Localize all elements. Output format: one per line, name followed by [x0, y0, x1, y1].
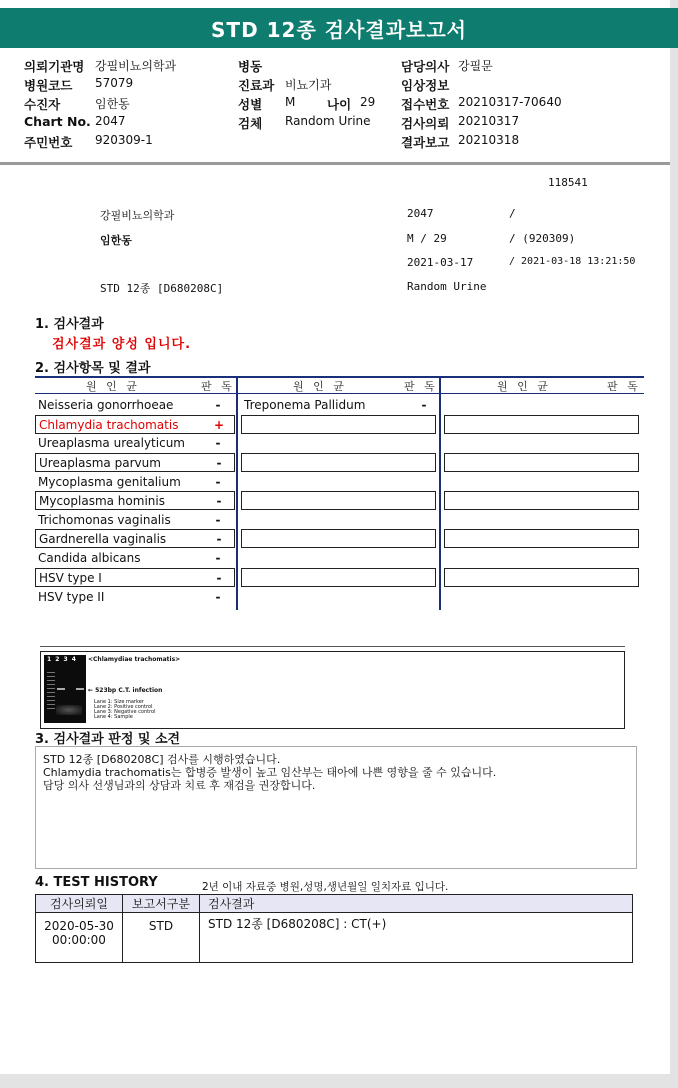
header-value: 57079	[95, 76, 134, 90]
organism-row	[35, 491, 235, 510]
organism-row	[35, 434, 235, 453]
organism-row	[241, 396, 436, 415]
primer-dimer-glow	[56, 705, 82, 715]
gel-legend-item: Lane 4: Sample	[94, 714, 133, 720]
organism-name: HSV type II	[38, 590, 105, 604]
header-label: 의뢰기관명	[24, 59, 85, 74]
organism-name: Treponema Pallidum	[244, 398, 366, 412]
section-items-title: 2. 검사항목 및 결과	[35, 361, 151, 376]
organism-result: -	[215, 551, 221, 565]
scrollbar-strip	[670, 0, 678, 1088]
organism-name: Mycoplasma hominis	[39, 494, 165, 508]
empty-result-cell	[444, 491, 639, 510]
organism-row	[35, 529, 235, 548]
organism-name: Ureaplasma urealyticum	[38, 436, 185, 450]
info-birth: / (920309)	[509, 232, 576, 245]
header-value: Random Urine	[285, 114, 371, 128]
header-value: 강필문	[458, 59, 493, 73]
organism-result: -	[216, 456, 222, 470]
history-type: STD	[123, 913, 200, 963]
gel-electrophoresis-image	[44, 655, 86, 723]
history-note: 2년 이내 자료중 병원,성명,생년월일 일치자료 입니다.	[202, 881, 449, 893]
history-time: 00:00:00	[52, 933, 106, 947]
header-value: 2047	[95, 114, 126, 128]
header-label: 주민번호	[24, 135, 73, 150]
header-label: 결과보고	[401, 135, 450, 150]
organism-row	[35, 396, 235, 415]
history-header-date: 검사의뢰일	[36, 895, 123, 913]
header-label: 접수번호	[401, 97, 450, 112]
empty-result-cell	[444, 415, 639, 434]
organism-row	[35, 588, 235, 607]
info-clinic: 강필비뇨의학과	[100, 209, 175, 222]
organism-name: Trichomonas vaginalis	[38, 513, 171, 527]
opinion-line: 담당 의사 선생님과의 상담과 치료 후 재검을 권장합니다.	[43, 779, 316, 792]
header-value: 20210317-70640	[458, 95, 562, 109]
header-value: 20210317	[458, 114, 520, 128]
organism-name: Ureaplasma parvum	[39, 456, 161, 470]
header-label: 임상정보	[401, 78, 450, 93]
col-header-organism: 원 인 균	[293, 380, 347, 393]
gel-title: <Chlamydiae trachomatis>	[88, 656, 181, 663]
organism-result: -	[215, 475, 221, 489]
organism-row	[35, 511, 235, 530]
age-label: 나이	[327, 97, 352, 112]
info-chart: 2047	[407, 207, 434, 220]
result-positive-text: 검사결과 양성 입니다.	[52, 337, 192, 352]
empty-result-cell	[241, 491, 436, 510]
header-value: M	[285, 95, 296, 109]
header-label: 성별	[238, 97, 263, 112]
header-value: 강필비뇨의학과	[95, 59, 177, 73]
organism-name: HSV type I	[39, 571, 102, 585]
opinion-line: STD 12종 [D680208C] 검사를 시행하였습니다.	[43, 753, 281, 766]
header-label: 병원코드	[24, 78, 73, 93]
gel-band-label: ← 523bp C.T. infection	[88, 687, 163, 694]
age-value: 29	[360, 95, 376, 109]
header-value: 임한동	[95, 97, 130, 111]
report-title: STD 12종 검사결과보고서	[0, 8, 678, 48]
section-result-title: 1. 검사결과	[35, 317, 104, 332]
empty-result-cell	[241, 568, 436, 587]
history-table	[35, 894, 633, 963]
gel-legend-item: Lane 3: Negative control	[94, 709, 156, 715]
col-header-organism: 원 인 균	[86, 380, 140, 393]
header-value: 920309-1	[95, 133, 153, 147]
report-id: 118541	[548, 176, 588, 189]
gel-divider	[40, 646, 625, 647]
history-date: 2020-05-30	[44, 919, 114, 933]
info-slash: /	[509, 207, 516, 220]
header-label: 진료과	[238, 78, 275, 93]
organism-name: Chlamydia trachomatis	[39, 418, 179, 432]
history-header-row	[36, 895, 633, 913]
positive-control-band	[57, 688, 65, 690]
history-row	[36, 913, 633, 963]
table-column-divider	[236, 377, 238, 610]
info-sex-age: M / 29	[407, 232, 447, 245]
col-header-result: 판 독	[404, 380, 438, 393]
organism-result: +	[213, 418, 225, 432]
info-specimen: Random Urine	[407, 280, 487, 293]
organism-name: Neisseria gonorrhoeae	[38, 398, 174, 412]
empty-result-cell	[241, 529, 436, 548]
empty-result-cell	[241, 453, 436, 472]
header-divider	[0, 162, 670, 165]
organism-result: -	[215, 513, 221, 527]
organism-name: Candida albicans	[38, 551, 141, 565]
organism-row	[35, 473, 235, 492]
info-test: STD 12종 [D680208C]	[100, 282, 224, 295]
organism-result: -	[421, 398, 427, 412]
header-label: 검체	[238, 116, 263, 131]
organism-name: Gardnerella vaginalis	[39, 532, 167, 546]
empty-result-cell	[444, 568, 639, 587]
organism-name: Mycoplasma genitalium	[38, 475, 181, 489]
organism-row	[35, 415, 235, 434]
organism-result: -	[216, 494, 222, 508]
organism-row	[35, 453, 235, 472]
header-label: 병동	[238, 59, 263, 74]
organism-row	[35, 549, 235, 568]
col-header-organism: 원 인 균	[497, 380, 551, 393]
organism-result: -	[215, 398, 221, 412]
empty-result-cell	[241, 415, 436, 434]
info-received: 2021-03-17	[407, 256, 474, 269]
opinion-box	[35, 746, 637, 869]
opinion-line: Chlamydia trachomatis는 합병증 발생이 높고 임산부는 태아에 나쁜 영향을 줄 수 있습니다.	[43, 766, 497, 779]
header-label: 검사의뢰	[401, 116, 450, 131]
section-opinion-title: 3. 검사결과 판정 및 소견	[35, 732, 181, 747]
size-marker-ladder	[47, 669, 55, 709]
header-label: 담당의사	[401, 59, 450, 74]
history-header-result: 검사결과	[200, 895, 633, 913]
header-label: 수진자	[24, 97, 61, 112]
history-result: STD 12종 [D680208C] : CT(+)	[200, 913, 633, 963]
sample-band	[76, 688, 84, 690]
section-history-title: 4. TEST HISTORY	[35, 875, 158, 890]
header-value: 비뇨기과	[285, 78, 332, 92]
col-header-result: 판 독	[201, 380, 235, 393]
info-patient: 임한동	[100, 234, 132, 247]
history-date-cell	[36, 913, 123, 963]
gel-lane-numbers: 1 2 3 4	[47, 656, 77, 663]
info-reported: / 2021-03-18 13:21:50	[509, 256, 636, 267]
gel-legend-item: Lane 1: Size marker	[94, 699, 144, 705]
organism-result: -	[215, 590, 221, 604]
header-value: 20210318	[458, 133, 520, 147]
organism-row	[35, 568, 235, 587]
table-column-divider	[439, 377, 441, 610]
col-header-result: 판 독	[607, 380, 641, 393]
history-header-type: 보고서구분	[123, 895, 200, 913]
empty-result-cell	[444, 529, 639, 548]
page-bottom-strip	[0, 1074, 678, 1088]
header-label: Chart No.	[24, 114, 91, 129]
organism-result: -	[216, 532, 222, 546]
organism-result: -	[216, 571, 222, 585]
gel-legend-item: Lane 2: Positive control	[94, 704, 153, 710]
organism-result: -	[215, 436, 221, 450]
empty-result-cell	[444, 453, 639, 472]
